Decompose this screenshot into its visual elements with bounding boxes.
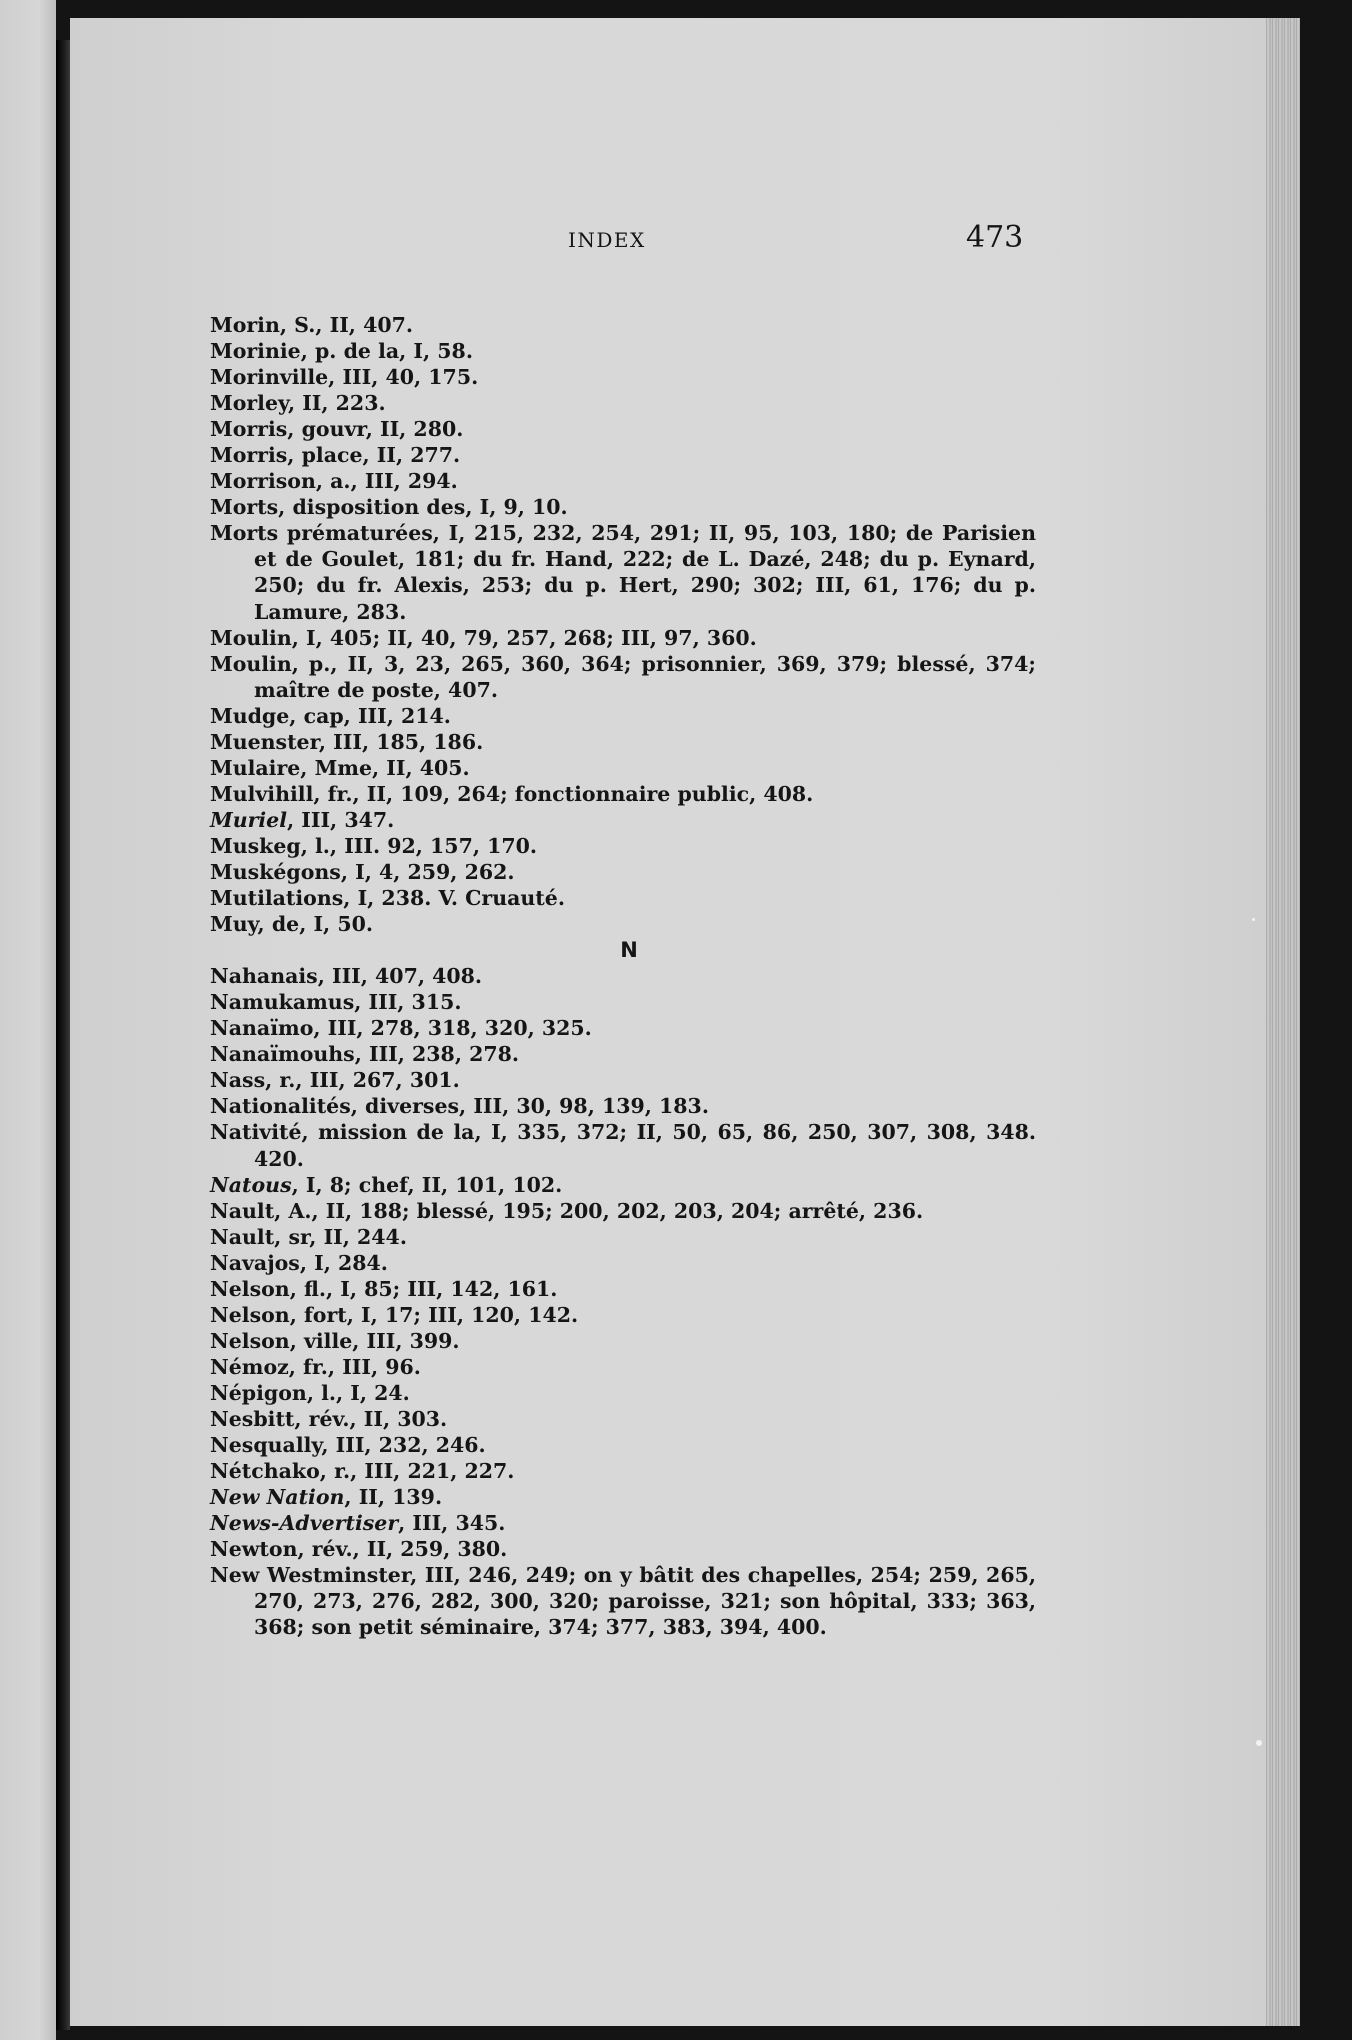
- index-entry: New Westminster, III, 246, 249; on y bâtit des chapelles, 254; 259, 265, 270, 273, 276, 282, 300, 320; paroisse, 321; son hôpital, 333; 363, 368; son petit séminaire, 374; 377, 383, 394, 400.: [210, 1563, 1036, 1640]
- section-letter-heading: N: [620, 938, 638, 963]
- index-entry: Nelson, fl., I, 85; III, 142, 161.: [210, 1276, 558, 1301]
- index-entry: Morrison, a., III, 294.: [210, 469, 458, 494]
- index-entry: Nault, A., II, 188; blessé, 195; 200, 202, 203, 204; arrêté, 236.: [210, 1198, 924, 1223]
- italic-title: Natous: [210, 1172, 292, 1197]
- index-entry: Mulvihill, fr., II, 109, 264; fonctionnaire public, 408.: [210, 781, 814, 806]
- index-entry: Newton, rév., II, 259, 380.: [210, 1537, 508, 1562]
- index-entry: Namukamus, III, 315.: [210, 990, 462, 1015]
- index-entry: Muenster, III, 185, 186.: [210, 729, 484, 754]
- index-entry: Nanaïmouhs, III, 238, 278.: [210, 1042, 520, 1067]
- index-entries: [210, 312, 1036, 1640]
- index-entry: Morin, S., II, 407.: [210, 313, 413, 337]
- paper-speck: [1252, 918, 1255, 921]
- index-entry: Muriel, III, 347.: [210, 807, 395, 832]
- index-entry: Nass, r., III, 267, 301.: [210, 1068, 460, 1093]
- index-entry: Mudge, cap, III, 214.: [210, 703, 451, 728]
- index-entry: Morinie, p. de la, I, 58.: [210, 339, 473, 364]
- index-entry: Moulin, I, 405; II, 40, 79, 257, 268; III, 97, 360.: [210, 625, 757, 650]
- index-entry: Nelson, ville, III, 399.: [210, 1328, 460, 1353]
- index-entry: Nétchako, r., III, 221, 227.: [210, 1459, 515, 1484]
- index-entry: Morris, gouvr, II, 280.: [210, 417, 464, 442]
- index-entry: Morris, place, II, 277.: [210, 443, 461, 468]
- italic-title: News-Advertiser: [210, 1511, 399, 1536]
- index-entry: New Nation, II, 139.: [210, 1485, 443, 1510]
- paper-speck: [1256, 1740, 1262, 1746]
- index-entry: Nesbitt, rév., II, 303.: [210, 1406, 448, 1431]
- italic-title: New Nation: [210, 1485, 345, 1510]
- index-entry: Nativité, mission de la, I, 335, 372; II, 50, 65, 86, 250, 307, 308, 348. 420.: [210, 1120, 1036, 1171]
- index-entry: Mutilations, I, 238. V. Cruauté.: [210, 886, 565, 911]
- previous-page-edge: [0, 0, 56, 2040]
- index-entry: Nahanais, III, 407, 408.: [210, 964, 483, 989]
- running-head: INDEX: [568, 228, 646, 252]
- page-stack-edge: [1266, 18, 1300, 2026]
- page-number: 473: [966, 220, 1024, 255]
- index-entry: Muskégons, I, 4, 259, 262.: [210, 859, 515, 884]
- index-entry: Morinville, III, 40, 175.: [210, 365, 479, 390]
- index-entry: Némoz, fr., III, 96.: [210, 1354, 421, 1379]
- index-entry: Nanaïmo, III, 278, 318, 320, 325.: [210, 1016, 592, 1041]
- index-entry: Népigon, l., I, 24.: [210, 1380, 410, 1405]
- italic-title: Muriel: [210, 807, 288, 832]
- index-entry: Nationalités, diverses, III, 30, 98, 139, 183.: [210, 1094, 709, 1119]
- index-entry: Morts, disposition des, I, 9, 10.: [210, 495, 568, 520]
- index-entry: News-Advertiser, III, 345.: [210, 1511, 506, 1536]
- book-gutter-shadow: [56, 40, 70, 2030]
- index-entry: Navajos, I, 284.: [210, 1250, 388, 1275]
- index-entry: Nelson, fort, I, 17; III, 120, 142.: [210, 1302, 579, 1327]
- index-entry: Muskeg, l., III. 92, 157, 170.: [210, 833, 538, 858]
- index-entry: Nesqually, III, 232, 246.: [210, 1433, 486, 1458]
- index-entry: Muy, de, I, 50.: [210, 912, 373, 937]
- index-entry: Nault, sr, II, 244.: [210, 1224, 407, 1249]
- index-entry: Morts prématurées, I, 215, 232, 254, 291; II, 95, 103, 180; de Parisien et de Goulet, 181; du fr. Hand, 222; de L. Dazé, 248; du p. Eynard, 250; du fr. Alexis, 253; du p. Hert, 290; 302; III, 61, 176; du p. Lamure, 283.: [210, 521, 1036, 624]
- index-entry: Mulaire, Mme, II, 405.: [210, 755, 470, 780]
- index-entry: Morley, II, 223.: [210, 391, 386, 416]
- index-entry: Moulin, p., II, 3, 23, 265, 360, 364; prisonnier, 369, 379; blessé, 374; maître de poste, 407.: [210, 651, 1036, 702]
- index-entry: Natous, I, 8; chef, II, 101, 102.: [210, 1172, 563, 1197]
